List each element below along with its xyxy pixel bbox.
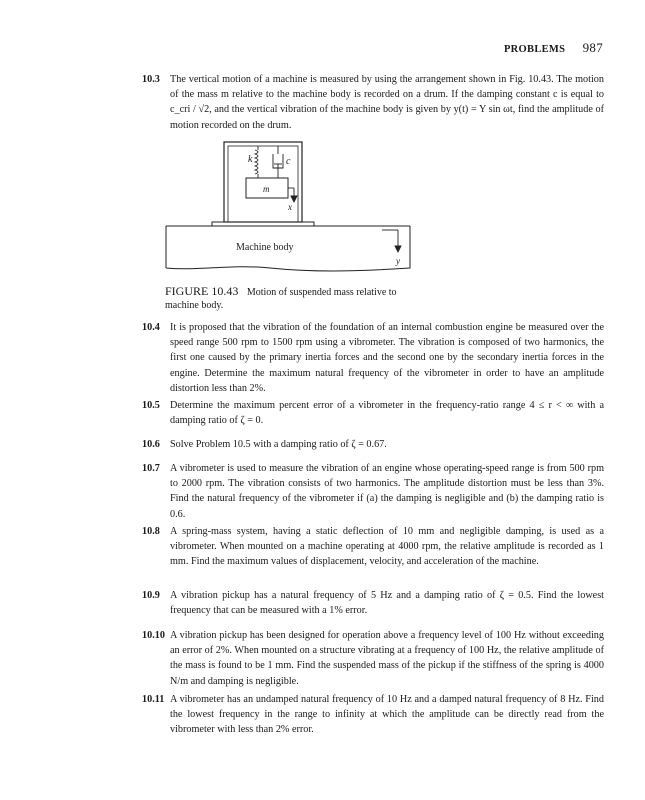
section-title: PROBLEMS [503,44,566,55]
x-arrow-icon [288,188,297,202]
mass-label: m [263,184,270,194]
problem-number: 10.4 [142,322,160,333]
problem-10-3 [142,72,604,133]
page-header [504,40,603,56]
problem-number: 10.8 [142,526,160,537]
problem-text: A vibration pickup has a natural frequency of 5 Hz and a damping ratio of ζ = 0.5. Find the lowest frequency that can be measured with a 1% error. [170,590,604,617]
y-arrow-icon [382,230,401,252]
problem-text: A vibrometer has an undamped natural frequency of 10 Hz and a damped natural frequency of 8 Hz. Find the lowest frequency in the range to infinity at which the amplitude can be directly read from the vibrometer with less than 2% error. [170,694,604,736]
figure-drawing [160,140,420,290]
problem-10-4 [142,320,604,396]
problem-number: 10.9 [142,590,160,601]
vibrometer-base [212,222,314,226]
damper-label: c [286,156,291,167]
figure-caption-text: Motion of suspended mass relative to machine body. [165,287,397,311]
problem-number: 10.10 [142,630,165,641]
problem-text: A spring-mass system, having a static deflection of 10 mm and negligible damping, is used as a vibrometer. When mounted on a machine operating at 4000 rpm, the relative amplitude is recorded as 1 mm. Find the maximum values of displacement, velocity, and acceleration of the machine. [170,526,604,568]
problem-10-10 [142,628,604,689]
problem-10-6 [142,437,604,452]
problem-number: 10.3 [142,74,160,85]
spring-icon [255,146,258,178]
figure-label: FIGURE 10.43 [165,284,239,298]
problem-10-7 [142,461,604,522]
spring-label: k [248,154,253,165]
figure-10-43 [160,140,420,290]
problem-number: 10.7 [142,463,160,474]
problem-text: It is proposed that the vibration of the foundation of an internal combustion engine be measured over the speed range 500 rpm to 1500 rpm using a vibrometer. The vibration is composed of two harmonics, the first one caused by the primary inertia forces and the second one by the secondary inertia forces in the engine. Determine the maximum natural frequency of the vibrometer in order to have an amplitude distortion less than 2%. [170,322,604,394]
problem-10-11 [142,692,604,738]
problem-number: 10.5 [142,400,160,411]
problem-text: The vertical motion of a machine is measured by using the arrangement shown in Fig. 10.43. The motion of the mass m relative to the machine body is recorded on a drum. If the damping constant c is equal to c_cri / √2, and the vertical vibration of the machine body is given by y(t) = Y sin ωt, find the amplitude of motion recorded on the drum. [170,74,604,131]
problem-number: 10.6 [142,439,160,450]
figure-caption [165,285,425,312]
problem-10-8 [142,524,604,570]
problem-number: 10.11 [142,694,165,705]
page-number: 987 [582,40,603,55]
problem-10-9 [142,588,604,618]
problem-text: A vibrometer is used to measure the vibration of an engine whose operating-speed range is from 500 rpm to 2000 rpm. The vibration consists of two harmonics. The amplitude distortion must be less than 3%. Find the natural frequency of the vibrometer if (a) the damping is negligible and (b) the damping ratio is 0.6. [170,463,604,520]
x-label: x [288,202,292,212]
y-label: y [396,256,400,266]
problem-text: Solve Problem 10.5 with a damping ratio of ζ = 0.67. [170,439,387,450]
machine-body-label: Machine body [236,242,294,253]
problem-text: A vibration pickup has been designed for operation above a frequency level of 100 Hz without exceeding an error of 2%. When mounted on a structure vibrating at a frequency of 100 Hz, the relative amplitude of the mass is found to be 1 mm. Find the suspended mass of the pickup if the stiffness of the spring is 4000 N/m and damping is negligible. [170,630,604,687]
damper-icon [273,146,283,178]
problem-10-5 [142,398,604,428]
problem-text: Determine the maximum percent error of a vibrometer in the frequency-ratio range 4 ≤ r < ∞ with a damping ratio of ζ = 0. [170,400,604,427]
